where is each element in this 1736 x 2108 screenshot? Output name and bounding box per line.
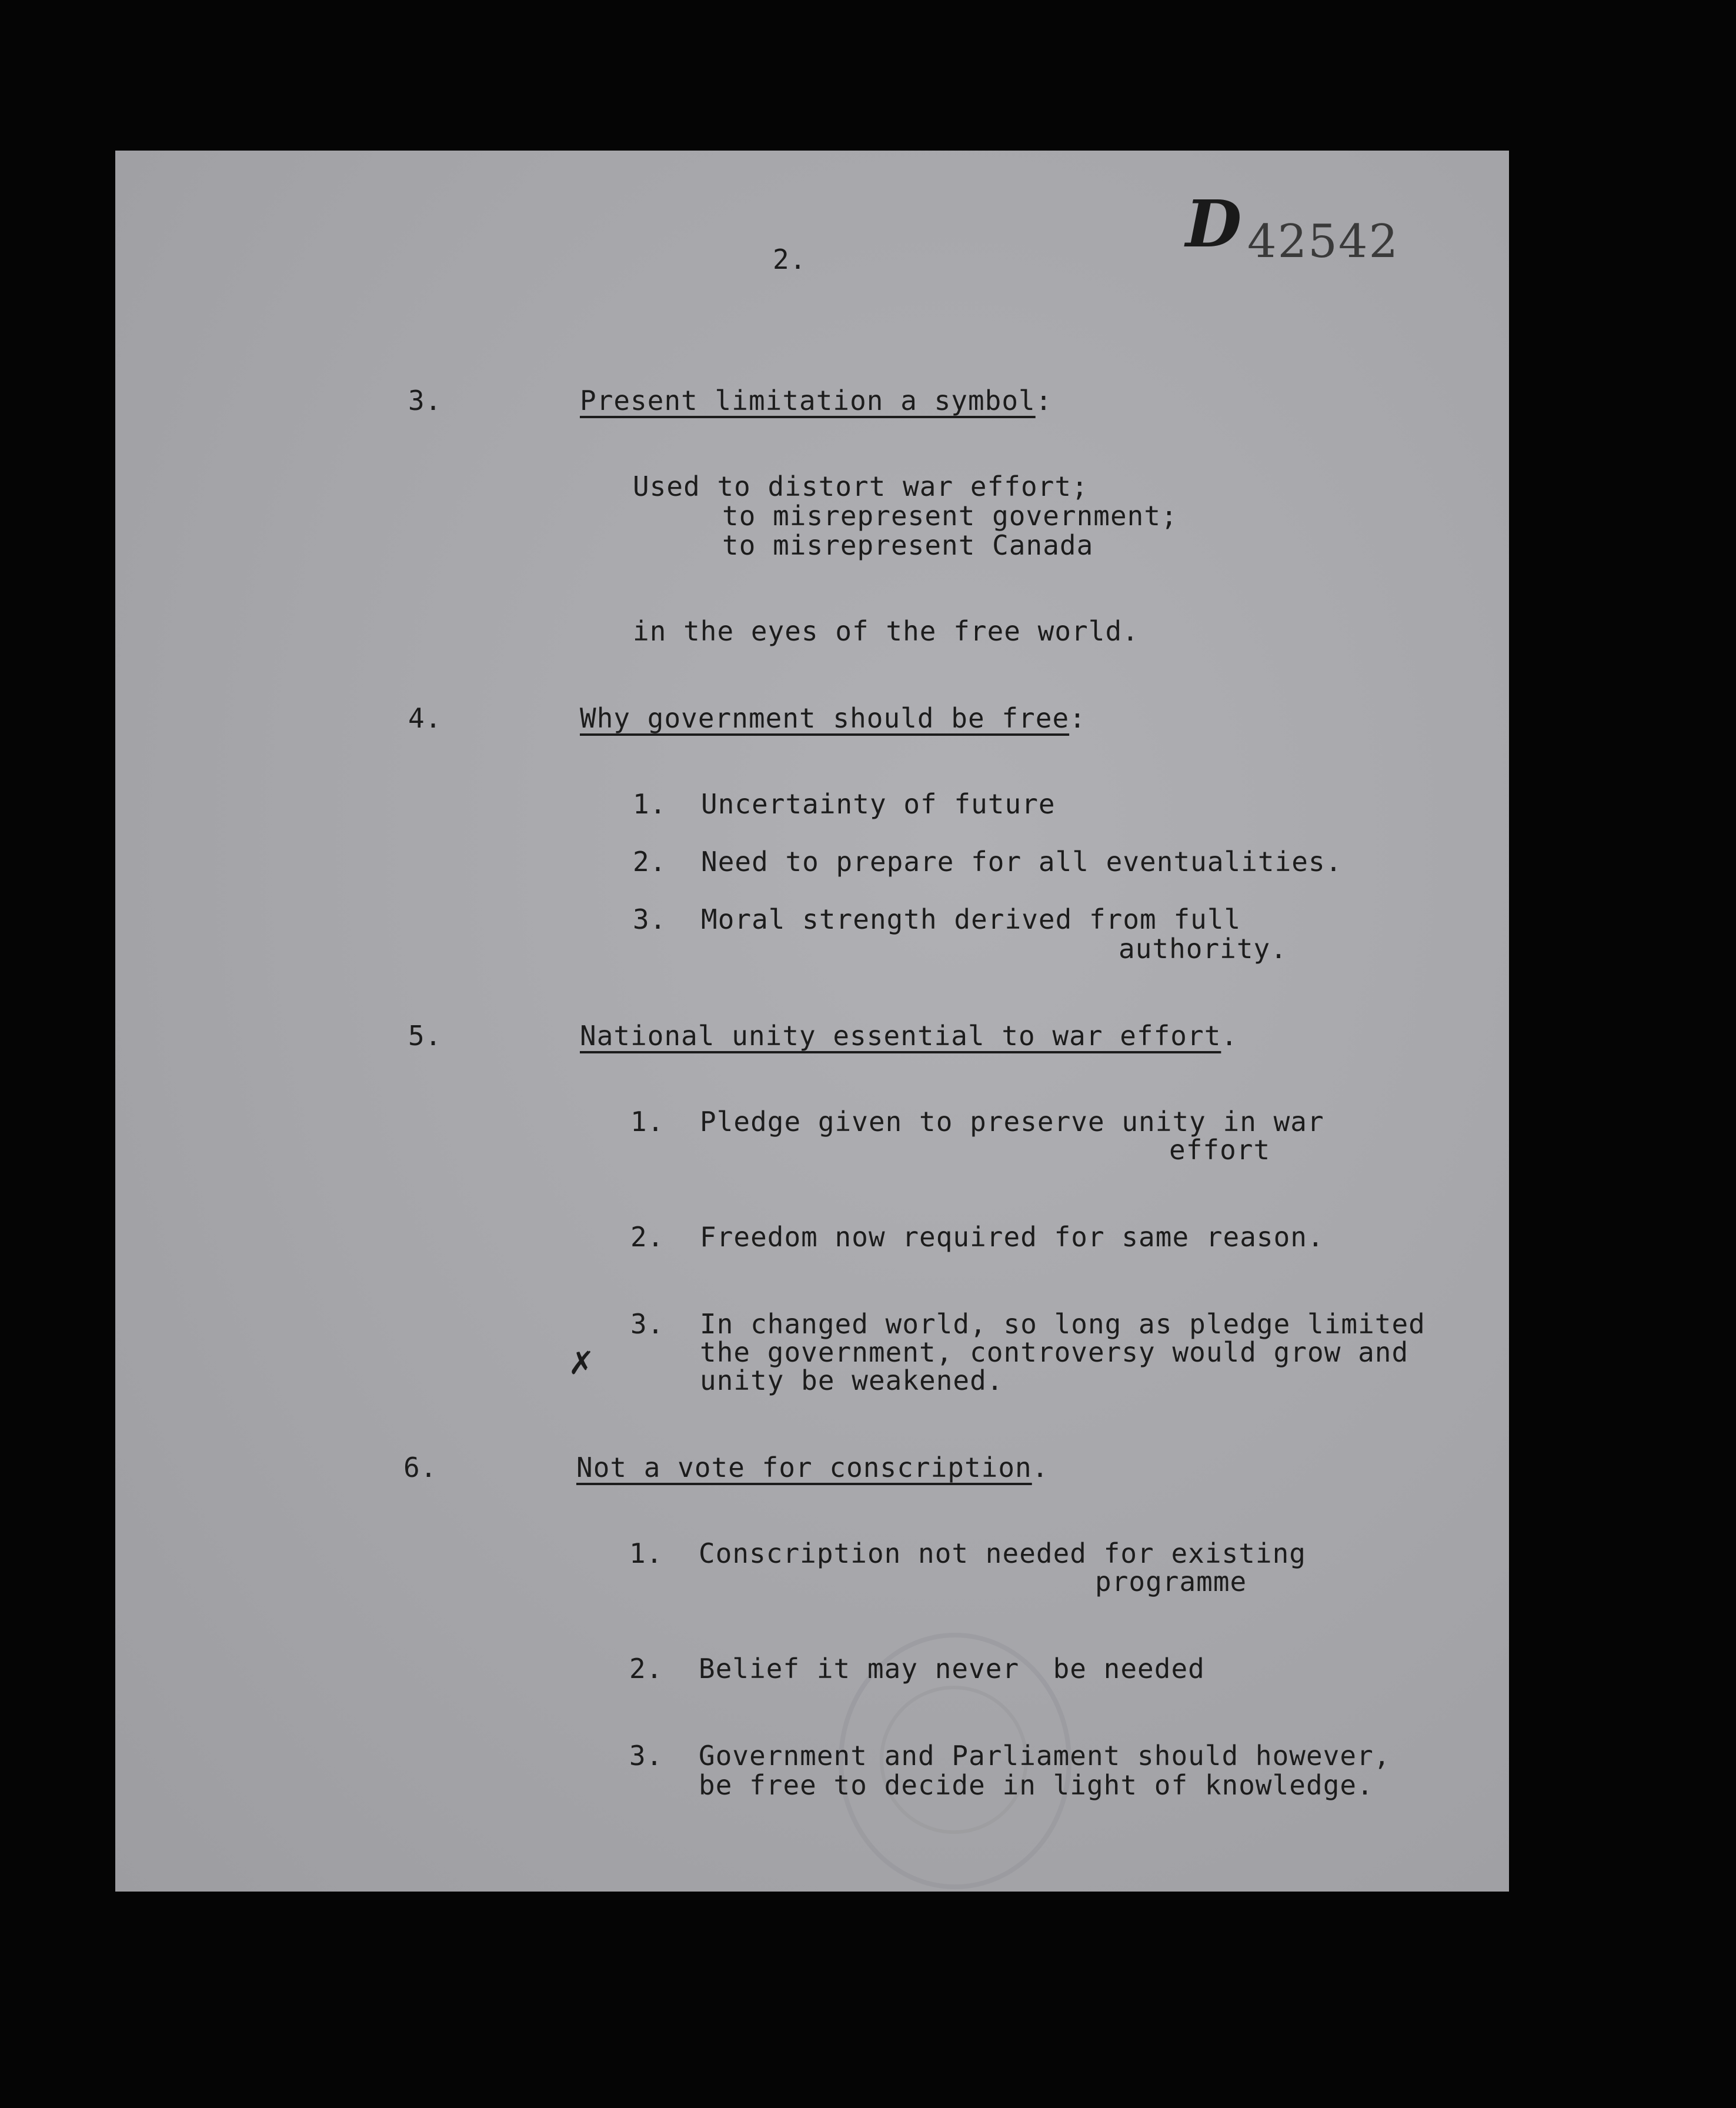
section-6-item-1-continuation: programme xyxy=(1095,1566,1247,1597)
section-5-item-3-line-2: the government, controversy would grow and xyxy=(700,1336,1409,1368)
section-3-tail: in the eyes of the free world. xyxy=(633,615,1139,647)
section-6-heading-punct: . xyxy=(1031,1452,1049,1483)
section-6-item-3-line-2: be free to decide in light of knowledge. xyxy=(699,1769,1374,1801)
section-6-heading xyxy=(576,1453,1049,1482)
section-4-item-1-text: Uncertainty of future xyxy=(701,788,1056,820)
section-3-body-line-2: to misrepresent government; xyxy=(722,500,1178,532)
section-4-item-3-continuation: authority. xyxy=(1119,933,1287,965)
section-5-item-3-text: In changed world, so long as pledge limited xyxy=(700,1308,1425,1340)
section-5-item-3-line-3: unity be weakened. xyxy=(700,1365,1004,1396)
section-4-item-3-number: 3. xyxy=(633,903,667,935)
section-5-item-1-number: 1. xyxy=(630,1106,665,1138)
section-3-heading-punct: : xyxy=(1035,385,1053,416)
section-3-number: 3. xyxy=(408,385,442,416)
section-5-item-2-number: 2. xyxy=(630,1221,665,1253)
section-6-item-2-text: Belief it may never be needed xyxy=(699,1653,1205,1685)
section-3-heading xyxy=(580,386,1052,415)
section-6-heading-text: Not a vote for conscription xyxy=(576,1452,1032,1483)
archive-stamp-number: 42542 xyxy=(1247,215,1400,268)
section-5-item-1-text: Pledge given to preserve unity in war xyxy=(700,1106,1324,1138)
section-3-body-line-3: to misrepresent Canada xyxy=(722,529,1094,561)
archive-stamp-letter: D xyxy=(1186,186,1242,262)
section-3-heading-text: Present limitation a symbol xyxy=(580,385,1036,416)
margin-check-mark: ✗ xyxy=(568,1345,595,1382)
section-5-heading-text: National unity essential to war effort xyxy=(580,1020,1221,1052)
section-6-item-1-number: 1. xyxy=(629,1537,663,1569)
section-4-item-2-text: Need to prepare for all eventualities. xyxy=(701,846,1343,878)
section-4-item-2-number: 2. xyxy=(633,846,667,878)
page-number: 2. xyxy=(773,244,807,275)
section-3-body-line-1: Used to distort war effort; xyxy=(633,471,1089,502)
section-6-item-3-text: Government and Parliament should however, xyxy=(699,1740,1391,1772)
section-5-heading-punct: . xyxy=(1221,1020,1238,1052)
section-6-number: 6. xyxy=(403,1452,438,1483)
section-5-item-2-text: Freedom now required for same reason. xyxy=(700,1221,1324,1253)
section-4-item-1-number: 1. xyxy=(633,788,667,820)
section-4-heading-text: Why government should be free xyxy=(580,702,1070,734)
section-6-item-3-number: 3. xyxy=(629,1740,663,1772)
section-6-item-2-number: 2. xyxy=(629,1653,663,1685)
document-page xyxy=(115,151,1509,1892)
section-4-item-3-text: Moral strength derived from full xyxy=(701,903,1241,935)
section-5-number: 5. xyxy=(408,1020,442,1052)
section-5-heading xyxy=(580,1021,1238,1050)
section-5-item-1-continuation: effort xyxy=(1169,1134,1271,1166)
section-4-heading xyxy=(580,703,1086,733)
section-4-number: 4. xyxy=(408,702,442,734)
section-4-heading-punct: : xyxy=(1069,702,1086,734)
section-6-item-1-text: Conscription not needed for existing xyxy=(699,1537,1306,1569)
section-5-item-3-number: 3. xyxy=(630,1308,665,1340)
